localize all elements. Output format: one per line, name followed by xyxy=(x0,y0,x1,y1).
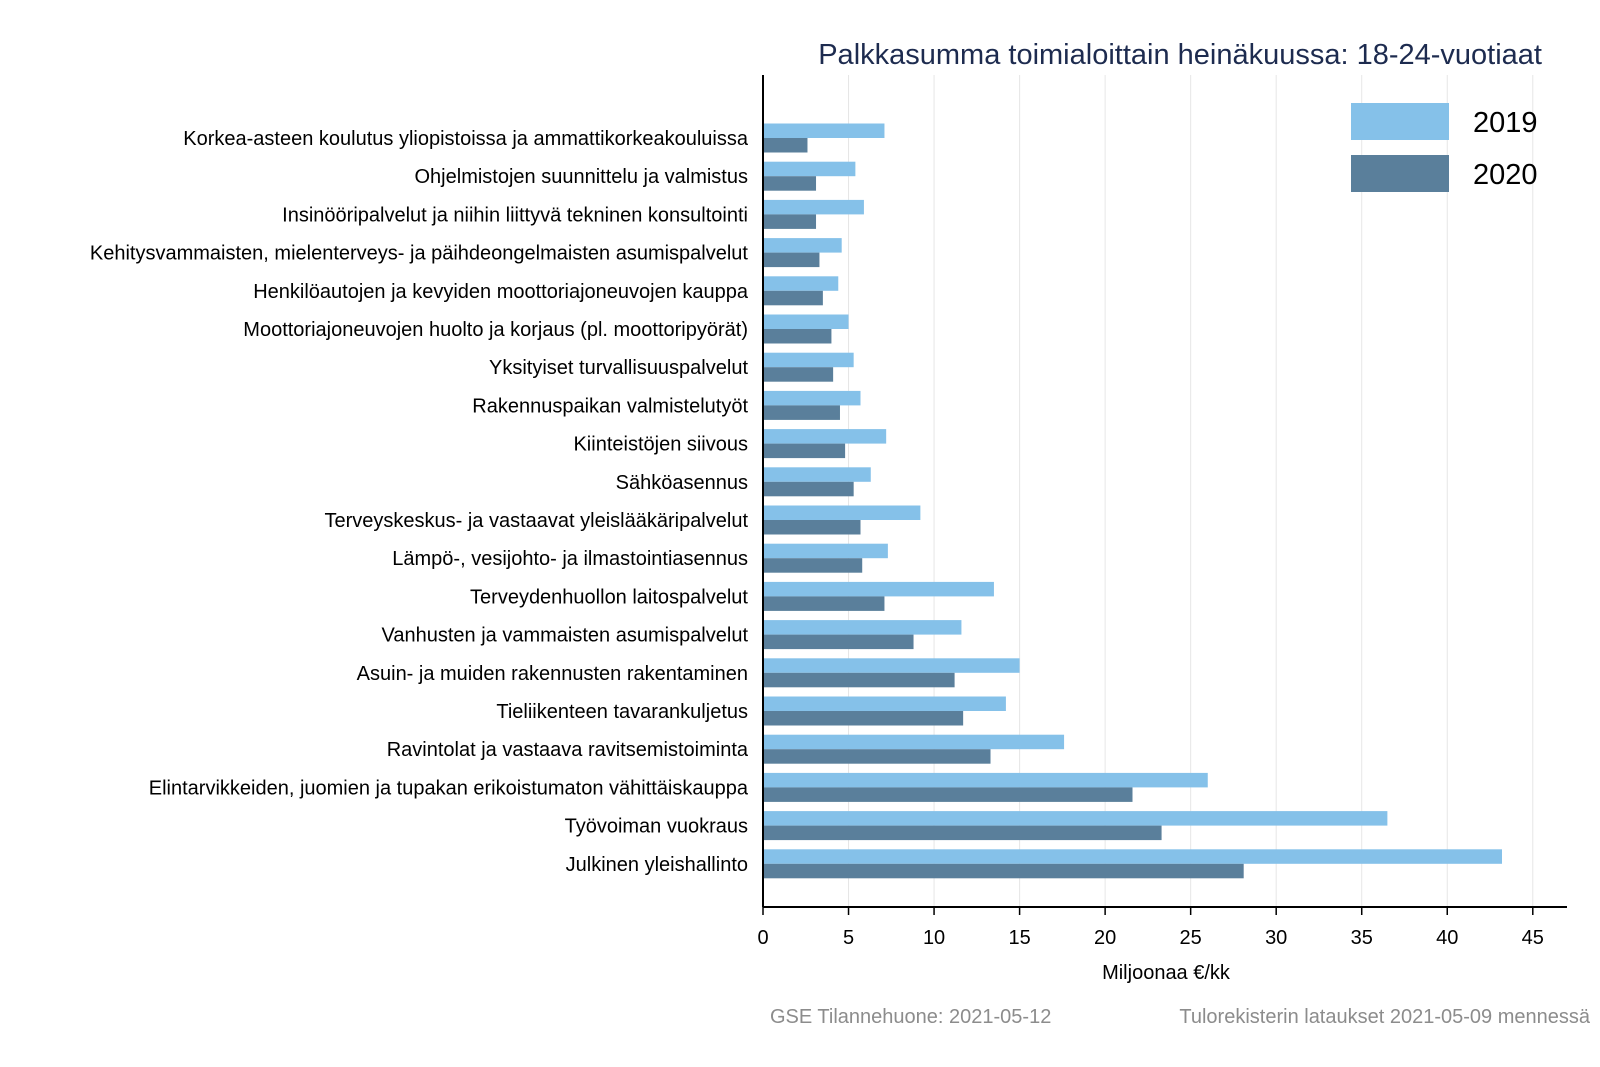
bar-2020 xyxy=(763,596,884,611)
bar-2019 xyxy=(763,353,854,368)
category-label: Moottoriajoneuvojen huolto ja korjaus (pl. moottoripyörät) xyxy=(243,319,748,341)
bar-2019 xyxy=(763,811,1387,826)
bar-2019 xyxy=(763,429,886,444)
bar-2020 xyxy=(763,520,861,535)
x-tick-label: 40 xyxy=(1436,927,1459,949)
category-label: Ravintolat ja vastaava ravitsemistoiminta xyxy=(386,739,748,762)
bar-2019 xyxy=(763,315,849,330)
x-tick-label: 30 xyxy=(1265,927,1288,949)
x-tick-label: 35 xyxy=(1350,927,1373,949)
bar-2019 xyxy=(763,238,842,253)
x-tick-label: 10 xyxy=(922,927,946,949)
legend-label-2019: 2019 xyxy=(1473,107,1538,139)
bar-2020 xyxy=(763,214,816,229)
bar-2020 xyxy=(763,635,914,650)
bar-2019 xyxy=(763,467,871,482)
bar-2020 xyxy=(763,367,833,382)
bar-2019 xyxy=(763,200,864,215)
category-label: Työvoiman vuokraus xyxy=(564,815,748,838)
x-tick-label: 15 xyxy=(1008,927,1031,949)
category-label: Kiinteistöjen siivous xyxy=(573,433,748,456)
bar-2020 xyxy=(763,826,1162,841)
category-label: Terveyskeskus- ja vastaavat yleislääkäripalvelut xyxy=(324,510,748,532)
bar-2019 xyxy=(763,544,888,559)
source-note-right: Tulorekisterin lataukset 2021-05-09 mennessä xyxy=(1179,1006,1590,1028)
x-tick-label: 45 xyxy=(1521,927,1544,949)
legend-label-2020: 2020 xyxy=(1473,159,1538,191)
bar-2019 xyxy=(763,506,920,521)
bar-2020 xyxy=(763,787,1132,802)
category-label: Lämpö-, vesijohto- ja ilmastointiasennus xyxy=(392,548,748,571)
bar-2020 xyxy=(763,405,840,420)
bar-2019 xyxy=(763,735,1064,750)
category-label: Ohjelmistojen suunnittelu ja valmistus xyxy=(414,166,748,189)
category-label: Kehitysvammaisten, mielenterveys- ja päihdeongelmaisten asumispalvelut xyxy=(89,242,748,265)
bar-2019 xyxy=(763,773,1208,788)
bar-2020 xyxy=(763,253,819,268)
legend-swatch-2020 xyxy=(1351,155,1449,192)
chart-title: Palkkasumma toimialoittain heinäkuussa: 18-24-vuotiaat xyxy=(818,39,1542,71)
bar-2019 xyxy=(763,620,961,635)
source-note-left: GSE Tilannehuone: 2021-05-12 xyxy=(770,1006,1052,1028)
category-label: Asuin- ja muiden rakennusten rakentaminen xyxy=(356,662,748,685)
category-label: Tieliikenteen tavarankuljetus xyxy=(496,701,748,723)
bar-2020 xyxy=(763,329,831,344)
bar-2020 xyxy=(763,138,807,153)
bar-2019 xyxy=(763,849,1502,864)
bar-2019 xyxy=(763,697,1006,712)
x-axis-label: Miljoonaa €/kk xyxy=(1102,962,1230,984)
category-label: Insinööripalvelut ja niihin liittyvä tekninen konsultointi xyxy=(282,204,748,227)
x-tick-label: 5 xyxy=(842,927,855,949)
category-label: Korkea-asteen koulutus yliopistoissa ja ammattikorkeakouluissa xyxy=(183,128,748,150)
category-label: Henkilöautojen ja kevyiden moottoriajoneuvojen kauppa xyxy=(253,280,748,303)
bar-2020 xyxy=(763,176,816,191)
category-label: Vanhusten ja vammaisten asumispalvelut xyxy=(381,624,748,647)
bar-2020 xyxy=(763,291,823,306)
bar-2020 xyxy=(763,482,854,497)
bar-2020 xyxy=(763,711,963,726)
bar-2020 xyxy=(763,673,955,688)
category-label: Sähköasennus xyxy=(615,471,748,494)
x-tick-label: 0 xyxy=(757,927,769,949)
category-label: Julkinen yleishallinto xyxy=(565,853,748,876)
category-label: Elintarvikkeiden, juomien ja tupakan erikoistumaton vähittäiskauppa xyxy=(148,777,748,800)
bar-2019 xyxy=(763,582,994,597)
bar-2019 xyxy=(763,276,838,291)
bar-2020 xyxy=(763,558,862,573)
legend-swatch-2019 xyxy=(1351,103,1449,140)
bar-2019 xyxy=(763,391,861,406)
category-label: Rakennuspaikan valmistelutyöt xyxy=(472,395,748,418)
bar-2019 xyxy=(763,658,1020,673)
category-label: Terveydenhuollon laitospalvelut xyxy=(470,586,748,609)
x-tick-label: 20 xyxy=(1094,927,1117,949)
x-tick-label: 25 xyxy=(1179,927,1202,949)
bar-2020 xyxy=(763,749,991,764)
bar-2019 xyxy=(763,162,855,177)
bar-2020 xyxy=(763,864,1244,879)
category-label: Yksityiset turvallisuuspalvelut xyxy=(489,357,748,380)
bar-2019 xyxy=(763,124,884,139)
bar-2020 xyxy=(763,444,845,459)
